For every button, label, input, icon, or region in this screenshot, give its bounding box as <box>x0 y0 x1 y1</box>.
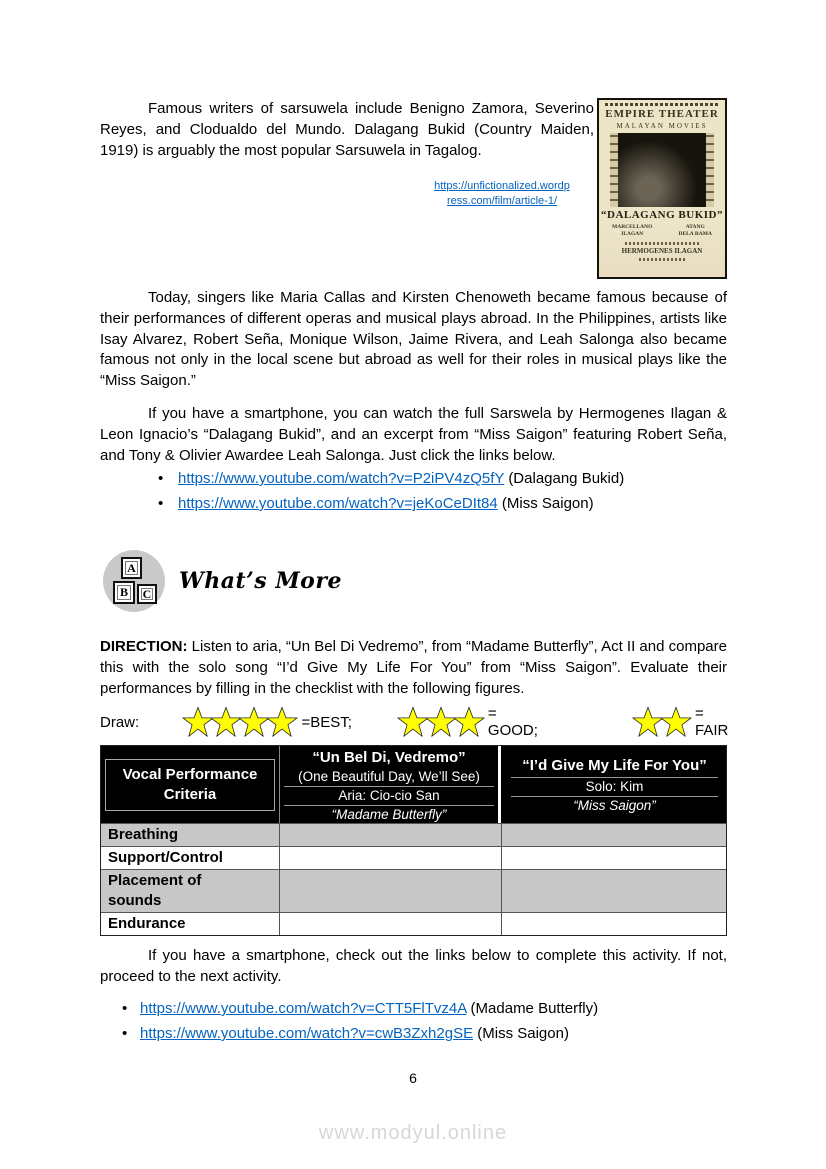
bamboo-frame-left <box>610 133 618 207</box>
poster-decorative-strip <box>605 103 719 106</box>
rating-cell-empty[interactable] <box>279 870 501 912</box>
link-note: (Madame Butterfly) <box>470 1000 599 1017</box>
poster-cast-left: MARCELLANO ILAGAN <box>612 224 653 237</box>
poster-theater-name: EMPIRE THEATER <box>605 108 719 120</box>
life-for-you-header-cell: “I’d Give My Life For You” Solo: Kim “Miss Saigon” <box>501 746 728 823</box>
table-row <box>101 823 726 846</box>
poster-cast-right: ATANG DELA RAMA <box>678 224 712 237</box>
rating-legend <box>100 701 740 743</box>
poster-cast <box>599 224 725 238</box>
dalagang-bukid-poster-image <box>597 98 727 279</box>
miss-saigon-video-link-2[interactable]: https://www.youtube.com/watch?v=cwB3Zxh2gSE <box>140 1025 474 1042</box>
abc-block-a: A <box>121 557 142 579</box>
table-header-row <box>101 746 726 823</box>
poster-source-link[interactable] <box>402 179 602 209</box>
row-label: Placement of sounds <box>108 872 202 909</box>
criteria-header-text: Vocal Performance Criteria <box>105 759 275 811</box>
good-rating-group <box>396 705 549 739</box>
best-label: =BEST; <box>301 713 352 731</box>
star-icon <box>452 706 486 739</box>
link-note: (Miss Saigon) <box>501 495 594 512</box>
watermark: www.modyul.online <box>318 1122 508 1144</box>
rating-cell-empty[interactable] <box>279 824 501 846</box>
rating-cell-empty[interactable] <box>279 913 501 935</box>
link-note: (Dalagang Bukid) <box>508 470 625 487</box>
singers-paragraph: Today, singers like Maria Callas and Kirsten Chenoweth became famous because of their performances of different operas and musical plays abroad. In the Philippines, artists like Isay Alvarez, Robert Seña, Monique Wilson, Jaime Rivera, and Leah Salonga also became famous not only in the local scene but abroad as well for their roles in musical plays like the “Miss Saigon.” <box>100 289 727 390</box>
closing-paragraph: If you have a smartphone, check out the links below to complete this activity. If not, proceed to the next activity. <box>100 947 727 985</box>
list-item <box>100 997 727 1020</box>
direction-text: Listen to aria, “Un Bel Di Vedremo”, from “Madame Butterfly”, Act II and compare this with the solo song “I’d Give My Life For You” from “Miss Saigon”. Evaluate their performances by filling in the checklist with the following figures. <box>100 638 727 697</box>
video-link-list <box>100 467 727 517</box>
fair-rating-group <box>631 705 740 739</box>
row-label: Endurance <box>108 915 186 932</box>
best-rating-group <box>181 706 351 739</box>
bamboo-frame-right <box>706 133 714 207</box>
direction-paragraph <box>100 637 727 699</box>
criteria-header-cell <box>101 746 279 823</box>
intro-paragraph: Famous writers of sarsuwela include Benigno Zamora, Severino Reyes, and Clodualdo del Mundo. Dalagang Bukid (Country Maiden, 1919) is arguably the most popular Sarsuwela in Tagalog. <box>100 100 594 159</box>
smartphone-paragraph: If you have a smartphone, you can watch the full Sarswela by Hermogenes Ilagan & Leon Ignacio’s “Dalagang Bukid”, and an excerpt from “Miss Saigon” featuring Robert Seña, and Tony & Olivier Awardee Leah Salonga. Just click the links below. <box>100 405 727 464</box>
draw-label: Draw: <box>100 713 140 731</box>
row-label: Breathing <box>108 826 179 843</box>
page-number: 6 <box>409 1070 417 1086</box>
list-item <box>100 1022 727 1045</box>
poster-studio-name: MALAYAN MOVIES <box>616 122 708 130</box>
rating-cell-empty[interactable] <box>501 870 728 912</box>
row-label: Support/Control <box>108 849 223 866</box>
poster-source-link-line1[interactable]: https://unfictionalized.wordp <box>434 180 570 192</box>
good-label: = GOOD; <box>487 705 538 739</box>
poster-photo <box>610 133 714 207</box>
madame-butterfly-video-link[interactable]: https://www.youtube.com/watch?v=CTT5FlTvz4A <box>140 1000 467 1017</box>
table-row <box>101 869 726 912</box>
un-bel-di-header-cell: “Un Bel Di, Vedremo” (One Beautiful Day, We’ll See) Aria: Cio-cio San “Madame Butterfly” <box>279 746 501 823</box>
abc-block-b: B <box>113 581 135 604</box>
rating-cell-empty[interactable] <box>501 824 728 846</box>
evaluation-table <box>100 745 727 936</box>
list-item <box>100 467 727 490</box>
whats-more-section-header <box>103 550 342 612</box>
rating-cell-empty[interactable] <box>501 847 728 869</box>
abc-blocks-icon <box>103 550 165 612</box>
table-row <box>101 846 726 869</box>
rating-cell-empty[interactable] <box>501 913 728 935</box>
list-item <box>100 492 727 515</box>
poster-photo-center <box>618 133 706 207</box>
poster-decorative-text-2 <box>639 258 685 261</box>
star-icon <box>265 706 299 739</box>
poster-producer: HERMOGENES ILAGAN <box>621 247 703 255</box>
poster-title: “DALAGANG BUKID” <box>601 209 723 221</box>
abc-block-c: C <box>137 584 157 604</box>
link-note: (Miss Saigon) <box>477 1025 569 1042</box>
dalagang-bukid-video-link[interactable]: https://www.youtube.com/watch?v=P2iPV4zQ5fY <box>178 470 505 487</box>
rating-cell-empty[interactable] <box>279 847 501 869</box>
closing-link-list <box>100 997 727 1047</box>
star-icon <box>659 706 693 739</box>
fair-label: = FAIR <box>695 705 729 739</box>
direction-label: DIRECTION: <box>100 638 188 655</box>
table-row <box>101 912 726 935</box>
miss-saigon-video-link[interactable]: https://www.youtube.com/watch?v=jeKoCeDIt84 <box>178 495 498 512</box>
poster-source-link-line2[interactable]: ress.com/film/article-1/ <box>446 195 558 207</box>
section-title: What’s More <box>179 568 342 594</box>
poster-decorative-text <box>625 242 699 245</box>
